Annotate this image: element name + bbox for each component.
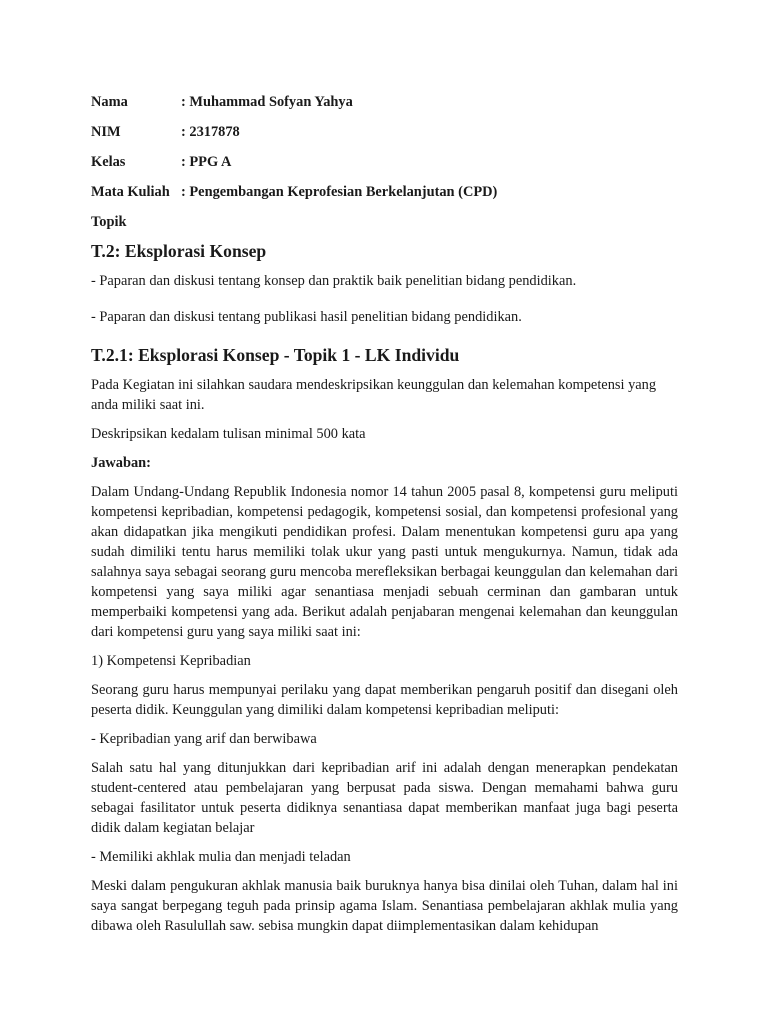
meta-row-matkul [91, 182, 678, 202]
nama-value: : Muhammad Sofyan Yahya [181, 94, 353, 110]
bullet-konsep: - Paparan dan diskusi tentang konsep dan praktik baik penelitian bidang pendidikan. [91, 273, 577, 289]
sub1-title: - Kepribadian yang arif dan berwibawa [91, 731, 317, 747]
requirement-paragraph: Deskripsikan kedalam tulisan minimal 500 kata [91, 426, 366, 442]
kelas-value: : PPG A [181, 154, 232, 170]
matkul-value: : Pengembangan Keprofesian Berkelanjutan (CPD) [181, 184, 498, 200]
meta-row-nama [91, 92, 678, 112]
meta-row-topik [91, 212, 678, 232]
answer-label: Jawaban: [91, 455, 151, 471]
meta-row-nim [91, 122, 678, 142]
nama-label: Nama [91, 94, 128, 110]
item1-description: Seorang guru harus mempunyai perilaku yang dapat memberikan pengaruh positif dan disegani oleh peserta didik. Keunggulan yang dimiliki dalam kompetensi kepribadian meliputi: [91, 682, 678, 718]
kelas-label: Kelas [91, 154, 126, 170]
instruction-paragraph: Pada Kegiatan ini silahkan saudara mendeskripsikan keunggulan dan kelemahan kompetensi yang anda miliki saat ini. [91, 377, 657, 413]
topik-label: Topik [91, 214, 127, 230]
nim-label: NIM [91, 124, 121, 140]
item1-title: 1) Kompetensi Kepribadian [91, 653, 251, 669]
document-content [91, 92, 678, 945]
section-title-eksplorasi: T.2: Eksplorasi Konsep [91, 241, 267, 261]
meta-row-kelas [91, 152, 678, 172]
intro-paragraph: Dalam Undang-Undang Republik Indonesia nomor 14 tahun 2005 pasal 8, kompetensi guru meliputi kompetensi kepribadian, kompetensi pedagogik, kompetensi sosial, dan kompetensi profesional yang akan didapatkan jika mengikuti pendidikan profesi. Dalam menentukan kompetensi guru apa yang sudah dimiliki tentu harus memiliki tolak ukur yang pasti untuk mengukurnya. Namun, tidak ada salahnya saya sebagai seorang guru mencoba merefleksikan berbagai keunggulan dan kelemahan dari kompetensi yang saya miliki agar senantiasa menjadi sebuah cerminan dan gambaran untuk memperbaiki kompetensi yang ada. Berikut adalah penjabaran mengenai kelemahan dan keunggulan dari kompetensi guru yang saya miliki saat ini: [91, 484, 678, 640]
nim-value: : 2317878 [181, 124, 240, 140]
bullet-publikasi: - Paparan dan diskusi tentang publikasi hasil penelitian bidang pendidikan. [91, 309, 522, 325]
sub2-description: Meski dalam pengukuran akhlak manusia baik buruknya hanya bisa dinilai oleh Tuhan, dalam hal ini saya sangat berpegang teguh pada prinsip agama Islam. Senantiasa pembelajaran akhlak mulia yang dibawa oleh Rasulullah saw. sebisa mungkin dapat diimplementasikan dalam kehidupan [91, 878, 678, 934]
sub2-title: - Memiliki akhlak mulia dan menjadi teladan [91, 849, 351, 865]
matkul-label: Mata Kuliah [91, 184, 170, 200]
section-title-lk-individu: T.2.1: Eksplorasi Konsep - Topik 1 - LK Individu [91, 345, 460, 365]
sub1-description: Salah satu hal yang ditunjukkan dari kepribadian arif ini adalah dengan menerapkan pendekatan student-centered atau pembelajaran yang berpusat pada siswa. Dengan memahami bahwa guru sebagai fasilitator untuk peserta didiknya senantiasa dapat memberikan manfaat juga bagi peserta didik dalam kegiatan belajar [91, 760, 678, 836]
